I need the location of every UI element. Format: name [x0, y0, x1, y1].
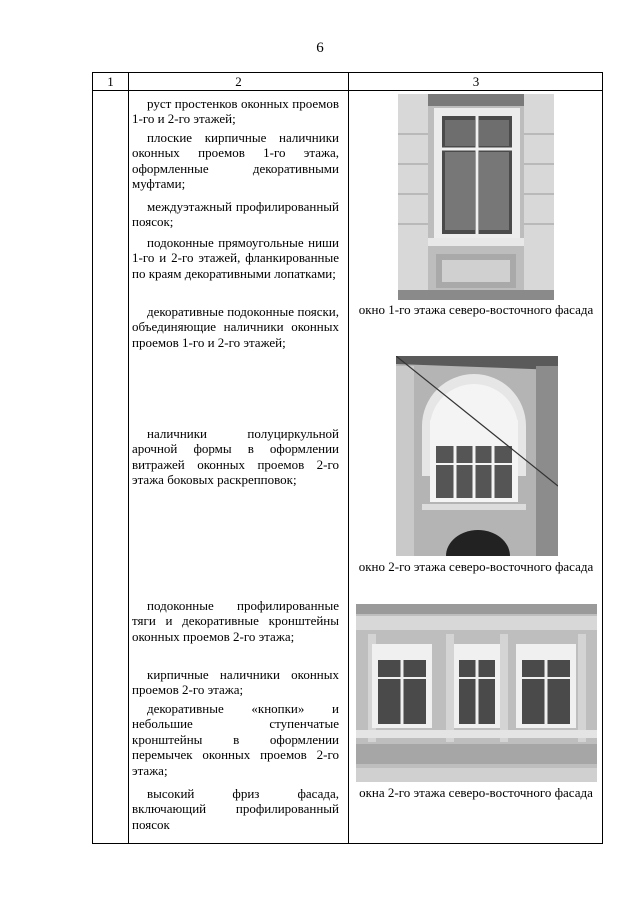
description-paragraph: подоконные профилированные тяги и декоративные кронштейны оконных проемов 2-го этажа;: [132, 598, 339, 644]
photo-caption: окна 2-го этажа северо-восточного фасада: [359, 785, 593, 800]
description-paragraph: высокий фриз фасада, включающий профилированный поясок: [132, 786, 339, 832]
description-paragraph: наличники полуциркульной арочной формы в оформлении витражей оконных проемов 2-го этажа боковых раскрепповок;: [132, 426, 339, 488]
facade-photo-2nd-floor-windows: [356, 604, 597, 782]
description-paragraph: декоративные подоконные пояски, объединяющие наличники оконных проемов 1-го и 2-го этажей;: [132, 304, 339, 350]
photo-caption: окно 1-го этажа северо-восточного фасада: [358, 302, 594, 317]
description-paragraph: руст простенков оконных проемов 1-го и 2-го этажей;: [132, 96, 339, 127]
photo-caption: окно 2-го этажа северо-восточного фасада: [358, 559, 594, 574]
description-paragraph: подоконные прямоугольные ниши 1-го и 2-го этажей, фланкированные по краям декоративными лопатками;: [132, 235, 339, 281]
header-divider: [93, 90, 602, 91]
column-header-1: 1: [107, 74, 114, 89]
column-divider: [128, 73, 129, 843]
column-header-2: 2: [235, 74, 242, 89]
facade-photo-1st-floor-window: [398, 94, 554, 300]
column-divider: [348, 73, 349, 843]
description-paragraph: кирпичные наличники оконных проемов 2-го этажа;: [132, 667, 339, 698]
description-paragraph: декоративные «кнопки» и небольшие ступенчатые кронштейны в оформлении перемычек оконных проемов 2-го этажа;: [132, 701, 339, 778]
facade-photo-2nd-floor-arched-window: [396, 356, 558, 556]
column-header-3: 3: [472, 74, 480, 89]
description-paragraph: междуэтажный профилированный поясок;: [132, 199, 339, 230]
description-paragraph: плоские кирпичные наличники оконных проемов 1-го этажа, оформленные декоративными муфтами;: [132, 130, 339, 192]
page-number: 6: [316, 40, 324, 56]
